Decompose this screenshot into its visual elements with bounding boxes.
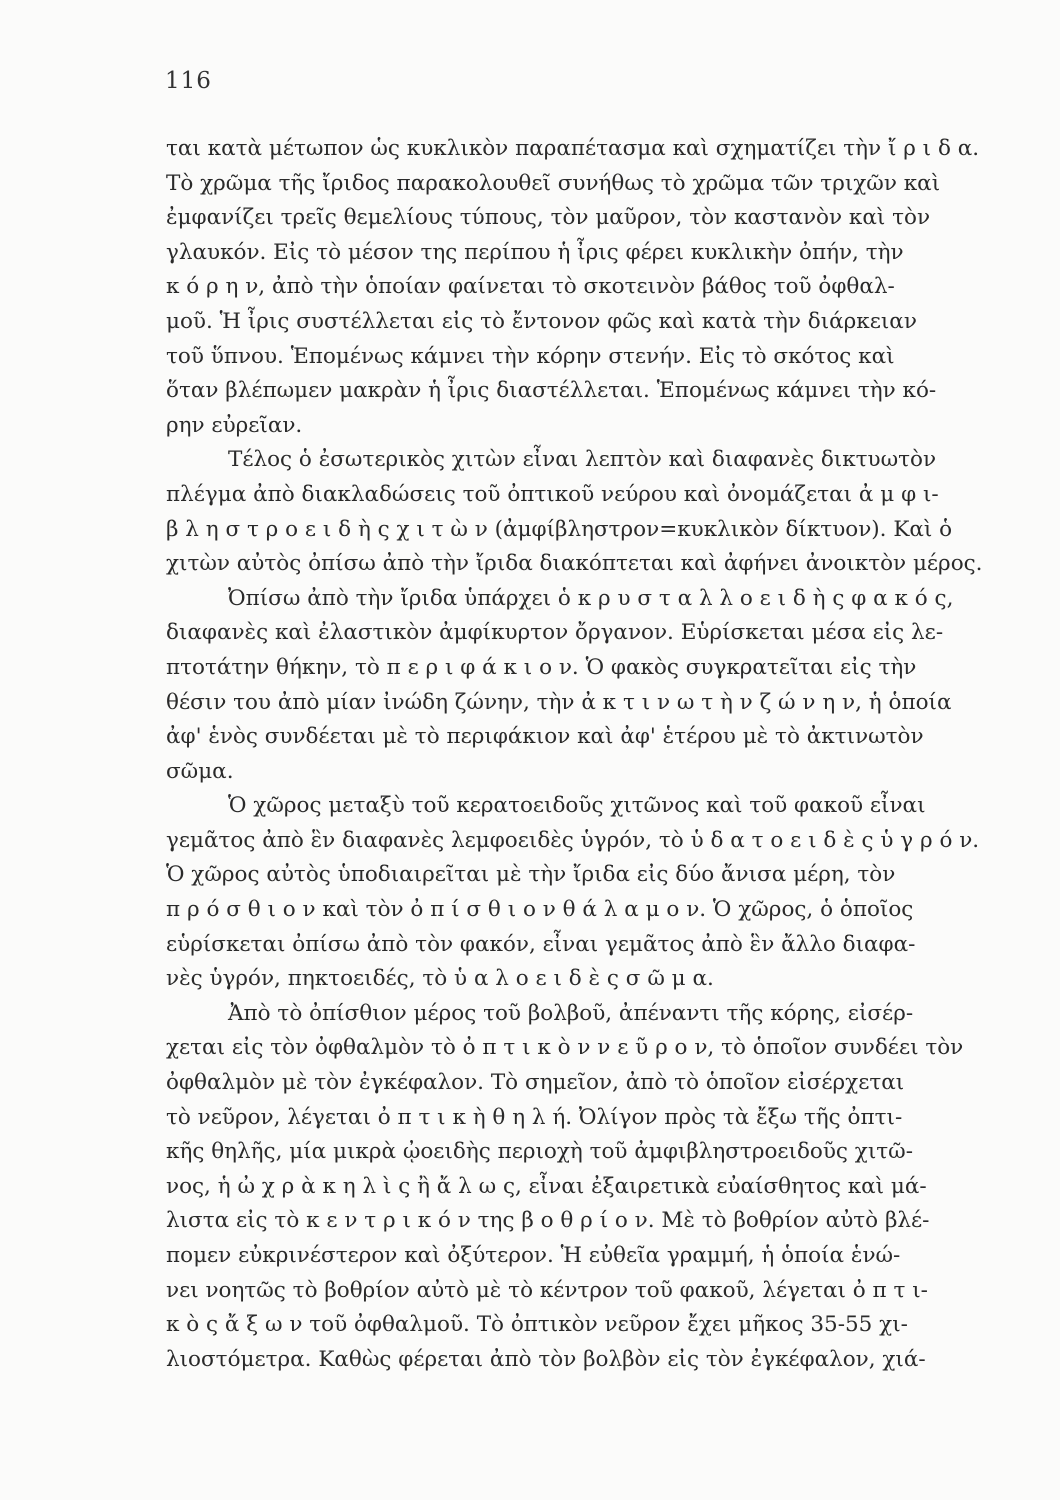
text-line: νος, ἡ ὠ χ ρ ὰ κ η λ ὶ ς ἢ ἄ λ ω ς, εἶναι ἐξαιρετικὰ εὐαίσθητος καὶ μά-	[166, 1173, 927, 1199]
body-text	[166, 132, 1006, 1377]
text-line: ἐμφανίζει τρεῖς θεμελίους τύπους, τὸν μαῦρον, τὸν καστανὸν καὶ τὸν	[166, 205, 931, 231]
text-line: τοῦ ὕπνου. Ἑπομένως κάμνει τὴν κόρην στενήν. Εἰς τὸ σκότος καὶ	[166, 343, 895, 369]
text-line: σῶμα.	[166, 758, 234, 784]
text-line: κ ό ρ η ν, ἀπὸ τὴν ὁποίαν φαίνεται τὸ σκοτεινὸν βάθος τοῦ ὀφθαλ-	[166, 274, 895, 300]
page-number: 116	[165, 68, 212, 94]
text-line: ὀφθαλμὸν μὲ τὸν ἐγκέφαλον. Τὸ σημεῖον, ἀπὸ τὸ ὁποῖον εἰσέρχεται	[166, 1070, 905, 1096]
text-line: διαφανὲς καὶ ἐλαστικὸν ἀμφίκυρτον ὄργανον. Εὑρίσκεται μέσα εἰς λε-	[166, 620, 944, 646]
text-line: κ ὸ ς ἄ ξ ω ν τοῦ ὀφθαλμοῦ. Τὸ ὀπτικὸν νεῦρον ἔχει μῆκος 35-55 χι-	[166, 1312, 908, 1338]
text-line: ρην εὐρεῖαν.	[166, 412, 303, 438]
text-line: νὲς ὑγρόν, πηκτοειδές, τὸ ὑ α λ ο ε ι δ ὲ ς σ ῶ μ α.	[166, 966, 714, 992]
text-line: μοῦ. Ἡ ἶρις συστέλλεται εἰς τὸ ἔντονον φῶς καὶ κατὰ τὴν διάρκειαν	[166, 308, 917, 334]
text-line: ἀφ' ἑνὸς συνδέεται μὲ τὸ περιφάκιον καὶ ἀφ' ἑτέρου μὲ τὸ ἀκτινωτὸν	[166, 724, 924, 750]
text-line: Τέλος ὁ ἐσωτερικὸς χιτὼν εἶναι λεπτὸν καὶ διαφανὲς δικτυωτὸν	[228, 447, 937, 473]
text-line: κῆς θηλῆς, μία μικρὰ ᾠοειδὴς περιοχὴ τοῦ ἀμφιβληστροειδοῦς χιτῶ-	[166, 1139, 913, 1165]
text-line: Ὀπίσω ἀπὸ τὴν ἴριδα ὑπάρχει ὁ κ ρ υ σ τ α λ λ ο ε ι δ ὴ ς φ α κ ό ς,	[228, 585, 954, 611]
text-line: θέσιν του ἀπὸ μίαν ἰνώδη ζώνην, τὴν ἀ κ τ ι ν ω τ ὴ ν ζ ώ ν η ν, ἡ ὁποία	[166, 689, 952, 715]
text-line: νει νοητῶς τὸ βοθρίον αὐτὸ μὲ τὸ κέντρον τοῦ φακοῦ, λέγεται ὀ π τ ι-	[166, 1277, 928, 1303]
text-line: λιοστόμετρα. Καθὼς φέρεται ἀπὸ τὸν βολβὸν εἰς τὸν ἐγκέφαλον, χιά-	[166, 1346, 926, 1372]
text-line: Ὁ χῶρος αὐτὸς ὑποδιαιρεῖται μὲ τὴν ἴριδα εἰς δύο ἄνισα μέρη, τὸν	[166, 862, 896, 888]
text-line: Ἀπὸ τὸ ὀπίσθιον μέρος τοῦ βολβοῦ, ἀπέναντι τῆς κόρης, εἰσέρ-	[228, 1000, 914, 1026]
text-line: γλαυκόν. Εἰς τὸ μέσον της περίπου ἡ ἶρις φέρει κυκλικὴν ὀπήν, τὴν	[166, 239, 904, 265]
text-line: χιτὼν αὐτὸς ὀπίσω ἀπὸ τὴν ἴριδα διακόπτεται καὶ ἀφήνει ἀνοικτὸν μέρος.	[166, 551, 983, 577]
text-line: β λ η σ τ ρ ο ε ι δ ὴ ς χ ι τ ὼ ν (ἀμφίβληστρον=κυκλικὸν δίκτυον). Καὶ ὁ	[166, 516, 953, 542]
text-line: γεμᾶτος ἀπὸ ἓν διαφανὲς λεμφοειδὲς ὑγρόν, τὸ ὑ δ α τ ο ε ι δ ὲ ς ὑ γ ρ ό ν.	[166, 827, 980, 853]
text-line: ὅταν βλέπωμεν μακρὰν ἡ ἶρις διαστέλλεται. Ἑπομένως κάμνει τὴν κό-	[166, 378, 937, 404]
text-line: π ρ ό σ θ ι ο ν καὶ τὸν ὀ π ί σ θ ι ο ν θ ά λ α μ ο ν. Ὁ χῶρος, ὁ ὁποῖος	[166, 897, 914, 923]
text-line: Ὁ χῶρος μεταξὺ τοῦ κερατοειδοῦς χιτῶνος καὶ τοῦ φακοῦ εἶναι	[228, 793, 926, 819]
text-line: λιστα εἰς τὸ κ ε ν τ ρ ι κ ό ν της β ο θ ρ ί ο ν. Μὲ τὸ βοθρίον αὐτὸ βλέ-	[166, 1208, 930, 1234]
text-line: χεται εἰς τὸν ὀφθαλμὸν τὸ ὀ π τ ι κ ὸ ν ν ε ῦ ρ ο ν, τὸ ὁποῖον συνδέει τὸν	[166, 1035, 964, 1061]
text-line: εὑρίσκεται ὀπίσω ἀπὸ τὸν φακόν, εἶναι γεμᾶτος ἀπὸ ἓν ἄλλο διαφα-	[166, 931, 916, 957]
text-line: πομεν εὐκρινέστερον καὶ ὀξύτερον. Ἡ εὐθεῖα γραμμή, ἡ ὁποία ἑνώ-	[166, 1243, 901, 1268]
text-line: ται κατὰ μέτωπον ὡς κυκλικὸν παραπέτασμα καὶ σχηματίζει τὴν ἴ ρ ι δ α.	[166, 136, 980, 161]
text-line: τὸ νεῦρον, λέγεται ὀ π τ ι κ ὴ θ η λ ή. Ὀλίγον πρὸς τὰ ἔξω τῆς ὀπτι-	[166, 1104, 903, 1130]
text-line: πτοτάτην θήκην, τὸ π ε ρ ι φ ά κ ι ο ν. Ὁ φακὸς συγκρατεῖται εἰς τὴν	[166, 654, 917, 680]
text-line: Τὸ χρῶμα τῆς ἴριδος παρακολουθεῖ συνήθως τὸ χρῶμα τῶν τριχῶν καὶ	[166, 170, 941, 196]
text-line: πλέγμα ἀπὸ διακλαδώσεις τοῦ ὀπτικοῦ νεύρου καὶ ὀνομάζεται ἀ μ φ ι-	[166, 481, 939, 507]
